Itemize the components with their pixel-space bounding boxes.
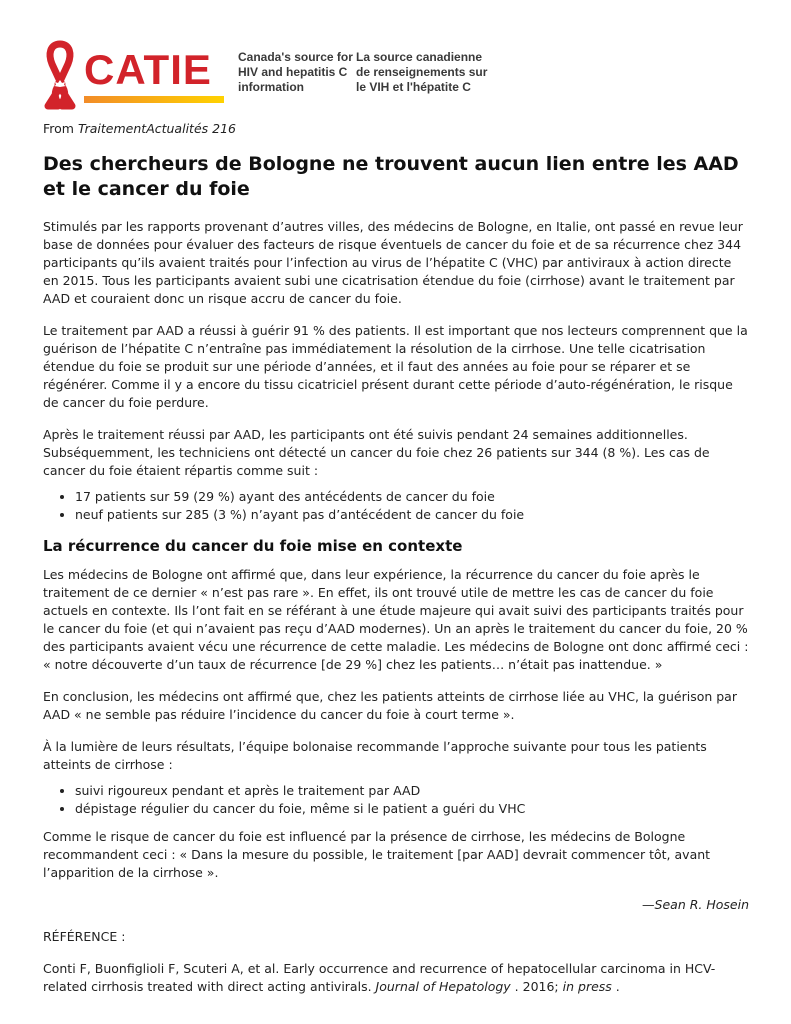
source-line — [43, 120, 749, 138]
reference-journal: Journal of Hepatology — [375, 979, 511, 994]
paragraph: Après le traitement réussi par AAD, les participants ont été suivis pendant 24 semaines additionnelles. Subséquemment, les techniciens ont détecté un cancer du foie chez 26 patients sur 344 (8 %). Les cas de cancer du foie étaient répartis comme suit : — [43, 427, 710, 478]
reference-end: . — [615, 979, 620, 994]
references-label: RÉFÉRENCE : — [43, 929, 126, 944]
reference-text: Conti F, Buonfiglioli F, Scuteri A, et al. Early occurrence and recurrence of hepatocellular carcinoma in HCV-related cirrhosis treated with direct acting antivirals. — [43, 961, 716, 994]
paragraph: Stimulés par les rapports provenant d’autres villes, des médecins de Bologne, en Italie, ont passé en revue leur base de données pour évaluer des facteurs de risque éventuels de cancer du foie et de sa récurrence chez 344 participants qu’ils avaient traités pour l’infection au virus de l’hépatite C (VHC) par antiviraux à action directe en 2015. Tous les participants avaient subi une cicatrisation étendue du foie (cirrhose) avant le traitement par AAD et couraient donc un risque accru de cancer du foie. — [43, 219, 743, 306]
tagline-fr-line: le VIH et l'hépatite C — [356, 80, 471, 94]
tagline-french — [356, 50, 496, 95]
maple-leaf-icon — [54, 80, 66, 87]
reference-year: . 2016; — [514, 979, 559, 994]
paragraph: Comme le risque de cancer du foie est influencé par la présence de cirrhose, les médecins de Bologne recommandent ceci : « Dans la mesure du possible, le traitement [par AAD] devrait commencer tôt, avant l’apparition de la cirrhose ». — [43, 829, 711, 880]
section-heading: La récurrence du cancer du foie mise en contexte — [43, 537, 463, 555]
paragraph: Les médecins de Bologne ont affirmé que, dans leur expérience, la récurrence du cancer du foie après le traitement de ce dernier « n’est pas rare ». En effet, ils ont trouvé utile de mettre les cas de cancer du foie actuels en contexte. Ils l’ont fait en se référant à une étude majeure qui avait suivi des participants traités pour le cancer du foie (et qui n’avaient pas reçu d’AAD modernes). Un an après le traitement du cancer du foie, 20 % des participants avaient vécu une récurrence de cette maladie. Les médecins de Bologne ont donc affirmé ceci : « notre découverte d’un taux de récurrence [de 29 %] chez les patients… n’était pas inattendue. » — [43, 567, 749, 672]
tagline-fr-line: La source canadienne — [356, 50, 483, 64]
list-item: • neuf patients sur 285 (3 %) n’ayant pas d’antécédent de cancer du foie — [75, 506, 749, 524]
logo-wordmark: CATIE — [84, 46, 212, 93]
reference-status: in press — [562, 979, 612, 994]
logo-color-bar — [84, 96, 224, 103]
cases-list — [43, 488, 749, 524]
recommendations-list — [43, 782, 749, 818]
source-prefix: From — [43, 121, 74, 136]
reference-citation — [43, 960, 749, 996]
paragraph: En conclusion, les médecins ont affirmé que, chez les patients atteints de cirrhose liée au VHC, la guérison par AAD « ne semble pas réduire l’incidence du cancer du foie à court terme ». — [43, 689, 737, 722]
paragraph: Le traitement par AAD a réussi à guérir 91 % des patients. Il est important que nos lecteurs comprennent que la guérison de l’hépatite C n’entraîne pas immédiatement la résolution de la cirrhose. Une telle cicatrisation étendue du foie se produit sur une période d’années, et il faut des années au foie pour se réparer et se régénérer. Comme il y a encore du tissu cicatriciel présent durant cette période d’auto-régénération, le risque de cancer du foie perdure. — [43, 323, 748, 410]
author-signature: —Sean R. Hosein — [642, 897, 749, 912]
list-item: • 17 patients sur 59 (29 %) ayant des antécédents de cancer du foie — [75, 488, 749, 506]
tagline-english — [238, 50, 358, 95]
catie-logo-graphic — [40, 40, 240, 110]
tagline-fr-line: de renseignements sur — [356, 65, 488, 79]
article-title: Des chercheurs de Bologne ne trouvent aucun lien entre les AAD et le cancer du foie — [43, 153, 739, 200]
paragraph: À la lumière de leurs résultats, l’équipe bolonaise recommande l’approche suivante pour tous les patients atteints de cirrhose : — [43, 739, 707, 772]
catie-logo[interactable] — [40, 40, 488, 110]
list-item: • dépistage régulier du cancer du foie, même si le patient a guéri du VHC — [75, 800, 749, 818]
article — [43, 120, 749, 1010]
tagline-en-line: Canada's source for — [238, 50, 353, 64]
source-publication: TraitementActualités 216 — [77, 121, 236, 136]
tagline-en-line: information — [238, 80, 304, 94]
tagline-en-line: HIV and hepatitis C — [238, 65, 348, 79]
list-item: • suivi rigoureux pendant et après le traitement par AAD — [75, 782, 749, 800]
red-ribbon-icon — [48, 44, 72, 106]
